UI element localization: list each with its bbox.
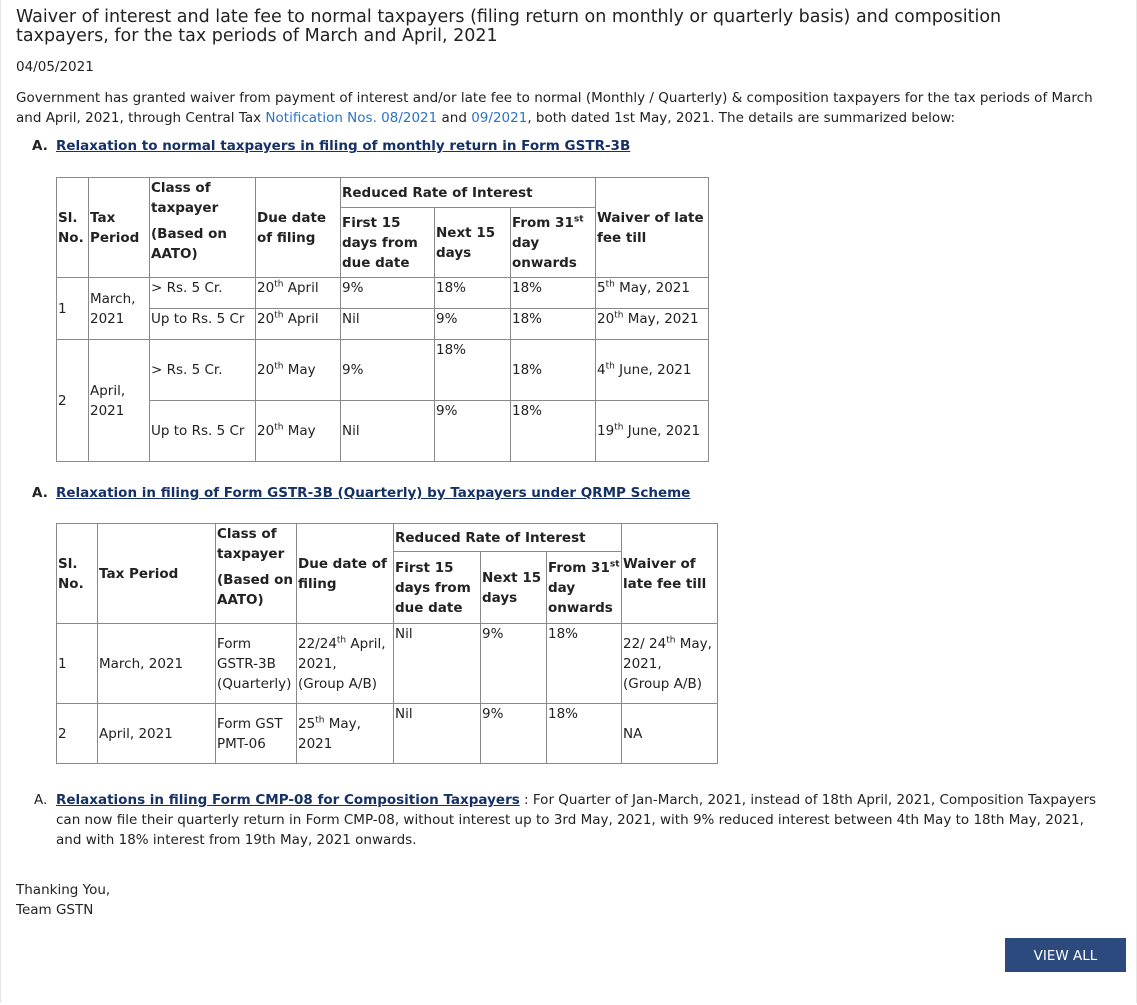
header-from-31-b: day onwards (548, 579, 613, 616)
qrmp-relaxation-table (56, 523, 718, 764)
due-day: 22/24 (298, 635, 337, 652)
table-row (57, 624, 718, 704)
row1b-next15: 9% (435, 309, 511, 340)
q-row2-period: April, 2021 (98, 704, 216, 764)
header-tax-period: Tax Period (98, 524, 216, 624)
due-month: May, 2021 (298, 715, 361, 752)
q-row1-sl: 1 (57, 624, 98, 704)
section-c-letter: A. (34, 792, 48, 808)
header-next-15: Next 15 days (435, 208, 511, 278)
publish-date: 04/05/2021 (16, 59, 94, 75)
q-row2-sl: 2 (57, 704, 98, 764)
row2-sl: 2 (57, 340, 89, 462)
row2a-class: > Rs. 5 Cr. (150, 340, 256, 401)
section-a-title: Relaxation to normal taxpayers in filing of monthly return in Form GSTR-3B (56, 138, 631, 154)
header-class-line: Class of taxpayer (217, 526, 285, 562)
section-c-text: : For Quarter of Jan-March, 2021, instead of 18th April, 2021, Composition Taxpayers can now file their quarterly return in Form CMP-08, without interest up to 3rd May, 2021, with 9% reduced interest between 4th May to 18th May, 2021, and with 18% interest from 19th May, 2021 onwards. (56, 792, 1097, 848)
section-a-letter: A. (32, 138, 48, 154)
due-day: 20 (257, 423, 275, 439)
header-tax-period: Tax Period (89, 178, 150, 278)
q-row2-first15: Nil (394, 704, 481, 764)
waiver-sup: th (605, 361, 615, 372)
row1b-due (256, 309, 341, 340)
row2b-first15: Nil (341, 401, 435, 462)
due-sup: th (274, 361, 284, 372)
waiver-day: 20 (597, 311, 615, 327)
waiver-sup: th (605, 279, 615, 290)
header-from-31 (511, 208, 596, 278)
row1-sl: 1 (57, 278, 89, 340)
q-row1-due-group: (Group A/B) (298, 675, 377, 692)
header-waiver: Waiver of late fee till (596, 178, 709, 278)
header-class-basis: (Based on AATO) (151, 226, 228, 262)
waiver-sup: th (614, 422, 624, 433)
section-a-heading (32, 138, 630, 154)
row1a-next15: 18% (435, 278, 511, 309)
due-sup: th (274, 279, 284, 290)
row1a-due (256, 278, 341, 309)
closing-line-1: Thanking You, (16, 882, 111, 898)
due-month: April (283, 280, 319, 296)
intro-text-before: Government has granted waiver from payment of interest and/or late fee to normal (Monthly / Quarterly) & composition taxpayers for the tax periods of March and April, 2021, through Central Tax (16, 90, 1093, 126)
header-due-date: Due date of filing (256, 178, 341, 278)
header-first-15: First 15 days from due date (394, 552, 481, 624)
due-month: May (283, 362, 316, 378)
table-row (57, 704, 718, 764)
due-sup: th (274, 310, 284, 321)
header-from-31 (547, 552, 622, 624)
waiver-month: June, 2021 (623, 423, 701, 439)
due-day: 20 (257, 311, 275, 327)
closing-signature (16, 880, 110, 920)
header-sl-no: Sl. No. (57, 524, 98, 624)
q-row1-from31: 18% (547, 624, 622, 704)
q-row1-waiver (622, 624, 718, 704)
row1a-from31: 18% (511, 278, 596, 309)
row2a-first15: 9% (341, 340, 435, 401)
table-row (57, 278, 709, 309)
q-row1-waiver-group: (Group A/B) (623, 675, 702, 692)
header-reduced-rate: Reduced Rate of Interest (394, 524, 622, 552)
q-row2-next15: 9% (481, 704, 547, 764)
row2a-next15: 18% (435, 340, 511, 401)
waiver-month: May, 2021, (623, 635, 712, 672)
section-b-heading (32, 485, 690, 501)
row2b-next15: 9% (435, 401, 511, 462)
header-reduced-rate: Reduced Rate of Interest (341, 178, 596, 208)
row2a-due (256, 340, 341, 401)
header-class-of-taxpayer (150, 178, 256, 278)
row1b-from31: 18% (511, 309, 596, 340)
due-sup: th (274, 422, 284, 433)
row2b-due (256, 401, 341, 462)
header-first-15: First 15 days from due date (341, 208, 435, 278)
section-c-paragraph (34, 790, 1114, 850)
header-sl-no: Sl. No. (57, 178, 89, 278)
row1a-class: > Rs. 5 Cr. (150, 278, 256, 309)
row2b-waiver (596, 401, 709, 462)
row1a-waiver (596, 278, 709, 309)
due-month: April, 2021, (298, 635, 386, 672)
header-from-31-a: From 31 (548, 559, 610, 576)
closing-line-2: Team GSTN (16, 902, 94, 918)
row2b-from31: 18% (511, 401, 596, 462)
section-b-letter: A. (32, 485, 48, 501)
page-title: Waiver of interest and late fee to normal taxpayers (filing return on monthly or quarterly basis) and composition taxpayers, for the tax periods of March and April, 2021 (16, 7, 1002, 46)
header-class-line: Class of taxpayer (151, 180, 219, 216)
row1b-first15: Nil (341, 309, 435, 340)
intro-paragraph (16, 88, 1116, 128)
intro-text-mid: and (437, 110, 472, 126)
waiver-month: June, 2021 (614, 362, 692, 378)
row1b-waiver (596, 309, 709, 340)
notification-link-08[interactable]: Notification Nos. 08/2021 (265, 110, 438, 126)
header-from-31-sup: st (573, 214, 584, 224)
q-row1-class: Form GSTR-3B (Quarterly) (216, 624, 297, 704)
waiver-month: May, 2021 (623, 311, 699, 327)
section-c-body (56, 790, 1106, 850)
q-row2-class: Form GST PMT-06 (216, 704, 297, 764)
waiver-sup: th (666, 635, 676, 645)
due-day: 20 (257, 280, 275, 296)
row1a-first15: 9% (341, 278, 435, 309)
q-row1-period: March, 2021 (98, 624, 216, 704)
waiver-day: 19 (597, 423, 615, 439)
waiver-month: May, 2021 (614, 280, 690, 296)
header-from-31-sup: st (609, 559, 620, 569)
row2b-class: Up to Rs. 5 Cr (150, 401, 256, 462)
row1-period: March, 2021 (89, 278, 150, 340)
table-row (57, 340, 709, 401)
section-b-title: Relaxation in filing of Form GSTR-3B (Quarterly) by Taxpayers under QRMP Scheme (56, 485, 691, 501)
header-class-of-taxpayer (216, 524, 297, 624)
table-row (57, 309, 709, 340)
section-c-title: Relaxations in filing Form CMP-08 for Composition Taxpayers (56, 792, 520, 808)
row1b-class: Up to Rs. 5 Cr (150, 309, 256, 340)
q-row1-due-line (298, 634, 392, 674)
table-row (57, 401, 709, 462)
row2a-waiver (596, 340, 709, 401)
waiver-day: 5 (597, 280, 606, 296)
view-all-button[interactable]: VIEW ALL (1005, 938, 1126, 972)
header-from-31-a: From 31 (512, 214, 574, 231)
q-row2-due (297, 704, 394, 764)
header-from-31-b: day onwards (512, 234, 577, 271)
monthly-relaxation-table (56, 177, 709, 462)
header-class-basis: (Based on AATO) (217, 572, 294, 608)
due-month: May (283, 423, 316, 439)
waiver-day: 4 (597, 362, 606, 378)
q-row2-from31: 18% (547, 704, 622, 764)
row2-period: April, 2021 (89, 340, 150, 462)
q-row1-waiver-line (623, 634, 716, 674)
waiver-day: 22/ 24 (623, 635, 667, 652)
q-row1-first15: Nil (394, 624, 481, 704)
intro-text-after: , both dated 1st May, 2021. The details are summarized below: (527, 110, 956, 126)
header-next-15: Next 15 days (481, 552, 547, 624)
header-due-date: Due date of filing (297, 524, 394, 624)
q-row2-waiver: NA (622, 704, 718, 764)
due-sup: th (315, 715, 325, 725)
q-row1-due (297, 624, 394, 704)
header-waiver: Waiver of late fee till (622, 524, 718, 624)
row2a-from31: 18% (511, 340, 596, 401)
due-sup: th (336, 635, 347, 645)
due-day: 20 (257, 362, 275, 378)
due-day: 25 (298, 715, 316, 732)
waiver-sup: th (614, 310, 624, 321)
due-month: April (283, 311, 319, 327)
q-row1-next15: 9% (481, 624, 547, 704)
notification-link-09[interactable]: 09/2021 (471, 110, 528, 126)
